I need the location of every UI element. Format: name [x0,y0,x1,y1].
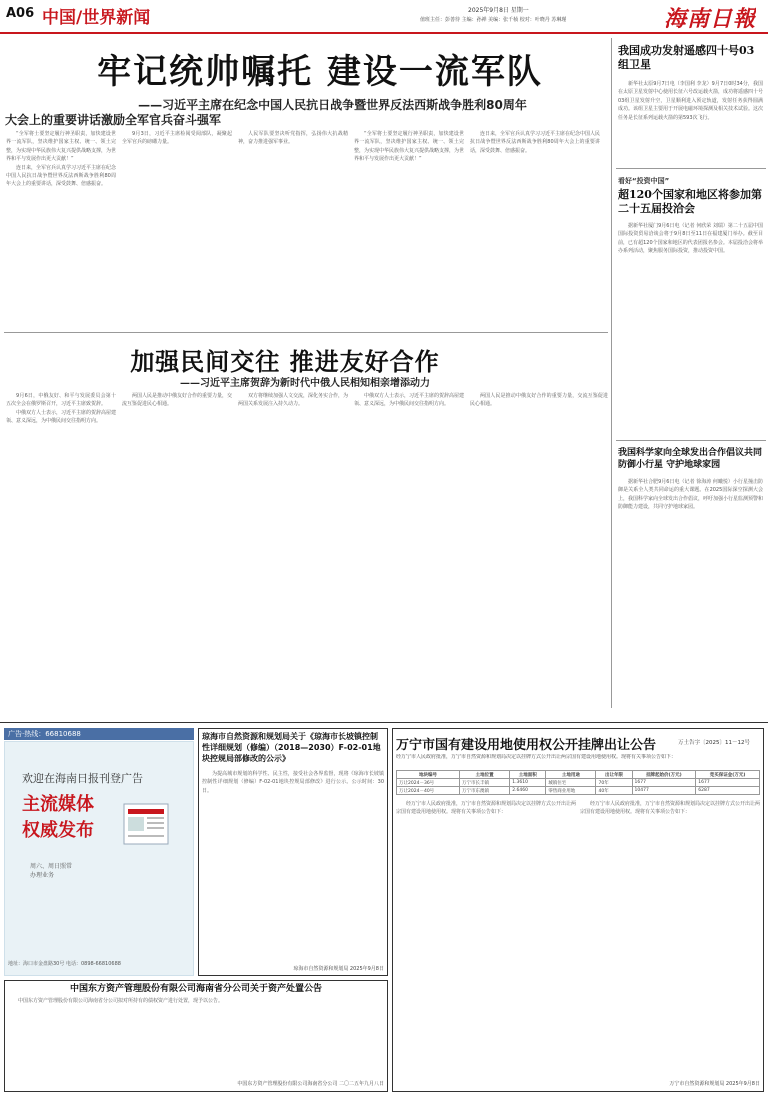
article2-subhead: ——习近平主席贺辞为新时代中俄人民相知相亲增添动力 [180,378,430,389]
notice2-footer: 中国东方资产管理股份有限公司海南省分公司 二〇二五年九月八日 [237,1081,384,1087]
lead-headline: 牢记统帅嘱托 建设一流军队 [97,52,543,92]
ad-main-2: 权威发布 [22,820,94,841]
notice3-col-1: 经万宁市人民政府批准，万宁市自然资源和规划局决定以挂牌方式公开出让两宗国有建设用地使用权。现将有关事项公告如下： [396,801,576,816]
masthead-logo: 海南日報 [664,6,757,32]
right-article-1-text: 新华社太原9月7日电（李国利 李龙）9月7日0时34分，我国在太原卫星发射中心使用长征六号改运载火箭，成功将遥感四十号03组卫星发射升空，卫星顺利进入预定轨道，发射任务获得圆满成功。该组卫星主要用于开展电磁环境探测及相关技术试验。这次任务是长征系列运载火箭的第593次飞行。 [618,81,763,121]
ad-footer: 地址：海口市金盘路30号 电话：0898-66810688 [8,961,121,967]
ad-small-text: 周六、周日照常 办理业务 [30,863,73,879]
article2-column-3: 双方将继续加强人文交流，深化务实合作，为两国关系发展注入持久动力。 [238,393,348,408]
staff-line: 值班主任：彭善待 主编：孙禅 美编：张千桢 校对：叶晓丹 苏琳瑾 [420,17,567,23]
article2-column-4: 中俄双方人士表示，习近平主席的贺辞高屋建瓴、意义深远，为中俄民间交往指明方向。 [354,393,464,408]
lead-column-5: 连日来，全军官兵认真学习习近平主席在纪念中国人民抗日战争暨世界反法西斯战争胜利80周年大会上的重要讲话，深受鼓舞、倍感振奋。 [470,131,600,154]
article2-column-2: 两国人民是推动中俄友好合作的重要力量，交流互鉴促进民心相通。 [122,393,232,408]
table-header: 出让年限 [596,771,632,779]
lead-subhead-1: ——习近平主席在纪念中国人民抗日战争暨世界反法西斯战争胜利80周年 [138,98,527,112]
lead-column-2: 9月3日，习近平主席检阅受阅部队，凝聚起全军官兵的磅礴力量。 [122,131,232,146]
header-rule [0,32,768,34]
notice3-table [396,770,760,795]
notice3-footer: 万宁市自然资源和规划局 2025年9月8日 [669,1081,760,1087]
notice1-text: 为提高城市规划的科学性、民主性，接受社会各界监督，现将《琼海市长坡镇控制性详细规划（修编）F-02-01地块控规局部修改》进行公示。公示时间：30日。 [202,771,384,794]
lead-column-4: “全军将士要坚定履行神圣职责，加快建设世界一流军队，坚决维护国家主权、统一、领土完整，为实现中华民族伟大复兴提供战略支撑，为世界和平与发展作出更大贡献！” [354,131,464,163]
right-article-2-title: 超120个国家和地区将参加第二十五届投洽会 [618,188,762,215]
article2-headline: 加强民间交往 推进友好合作 [130,347,440,376]
right-article-1-title: 我国成功发射遥感四十号03组卫星 [618,44,755,71]
ad-section-rule [0,722,768,723]
right-article-2-text: 据新华社厦门9月6日电（记者 何欣荣 刘瑞）第二十五届中国国际投资贸易洽谈会将于9月8日至11日在福建厦门举办。截至目前，已有超120个国家和地区的代表团报名参会。本届投洽会将举办系列活动，聚焦服务国际投资，推动投资中国。 [618,223,763,255]
table-header: 挂牌起始价(万元) [632,771,696,779]
page-number: A06 [6,6,35,21]
section-title: 中国/世界新闻 [42,8,151,28]
notice3-title: 万宁市国有建设用地使用权公开挂牌出让公告 [396,738,657,753]
lead-column-3: 人民军队要坚决听党指挥，弘扬伟大抗战精神，奋力推进强军事业。 [238,131,348,146]
newspaper-icon [118,800,178,852]
ad-main-1: 主流媒体 [22,794,94,815]
newspaper-illustration [118,800,178,852]
lead-column-1: “全军将士要坚定履行神圣职责，加快建设世界一流军队，坚决维护国家主权、统一、领土完整，为实现中华民族伟大复兴提供战略支撑，为世界和平与发展作出更大贡献！” 连日来，全军官兵认真学习习近平主席在纪念中国人民抗日战争暨世界反法西斯战争胜利80周年大会上的重要讲话，深受鼓舞、倍感振奋。 [6,131,116,188]
table-header: 土地用途 [546,771,596,779]
notice3-col-2: 经万宁市人民政府批准，万宁市自然资源和规划局决定以挂牌方式公开出让两宗国有建设用地使用权。现将有关事项公告如下： [580,801,760,816]
table-header: 竞买保证金(万元) [696,771,760,779]
notice3-intro: 经万宁市人民政府批准，万宁市自然资源和规划局决定以挂牌方式公开出让两宗国有建设用地使用权。现将有关事项公告如下： [396,754,677,760]
right-article-3-title: 我国科学家向全球发出合作倡议共同防御小行星 守护地球家园 [618,448,763,470]
article2-column-5: 两国人民是推动中俄友好合作的重要力量，交流互鉴促进民心相通。 [470,393,608,408]
right-article-2-kicker: 看好“投资中国” [618,177,670,185]
notice2-text: 中国东方资产管理股份有限公司海南省分公司拟对所持有的债权资产进行处置，现予以公告。 [18,998,224,1004]
right-divider-1 [616,168,766,169]
table-row: 万让2024－40号 万宁市东澳镇 2.6460 零售商业用地 40年 10477 6287 [397,787,760,795]
right-article-3-text: 据新华社合肥9月6日电（记者 徐海涛 何曦悦）小行星撞击防御是关系全人类共同命运的重大课题。在2025国际深空探测大会上，我国科学家向全球发出合作倡议，呼吁加强小行星监测预警和防御能力建设，共同守护地球家园。 [618,479,763,511]
article2-column-1: 9月6日，中俄友好、和平与发展委员会第十五次全会在俄罗斯召开，习近平主席致贺辞。 中俄双方人士表示，习近平主席的贺辞高屋建瓴、意义深远，为中俄民间交往指明方向。 [6,393,116,425]
table-row: 万让2024－36号 万宁市长丰镇 1.3610 城镇住宅 70年 1677 1677 [397,779,760,787]
ad-welcome: 欢迎在海南日报刊登广告 [22,772,143,785]
notice3-number: 万土告字〔2025〕11－12号 [678,740,750,746]
issue-date: 2025年9月8日 星期一 [468,7,529,14]
right-divider-2 [616,440,766,441]
table-header: 土地面积 [510,771,546,779]
notice1-title: 琼海市自然资源和规划局关于《琼海市长坡镇控制性详细规划（修编）（2018—2030）F-02-01地块控规局部修改的公示》 [202,732,381,763]
table-header: 土地位置 [460,771,510,779]
table-header: 地块编号 [397,771,460,779]
ad-hotline: 广告·热线：66810688 [4,728,194,740]
lead-subhead-2: 大会上的重要讲话激励全军官兵奋斗强军 [5,113,222,127]
notice2-title: 中国东方资产管理股份有限公司海南省分公司关于资产处置公告 [69,984,322,994]
notice1-footer: 琼海市自然资源和规划局 2025年9月8日 [293,966,384,972]
column-divider [611,38,612,708]
section-divider [4,332,608,333]
